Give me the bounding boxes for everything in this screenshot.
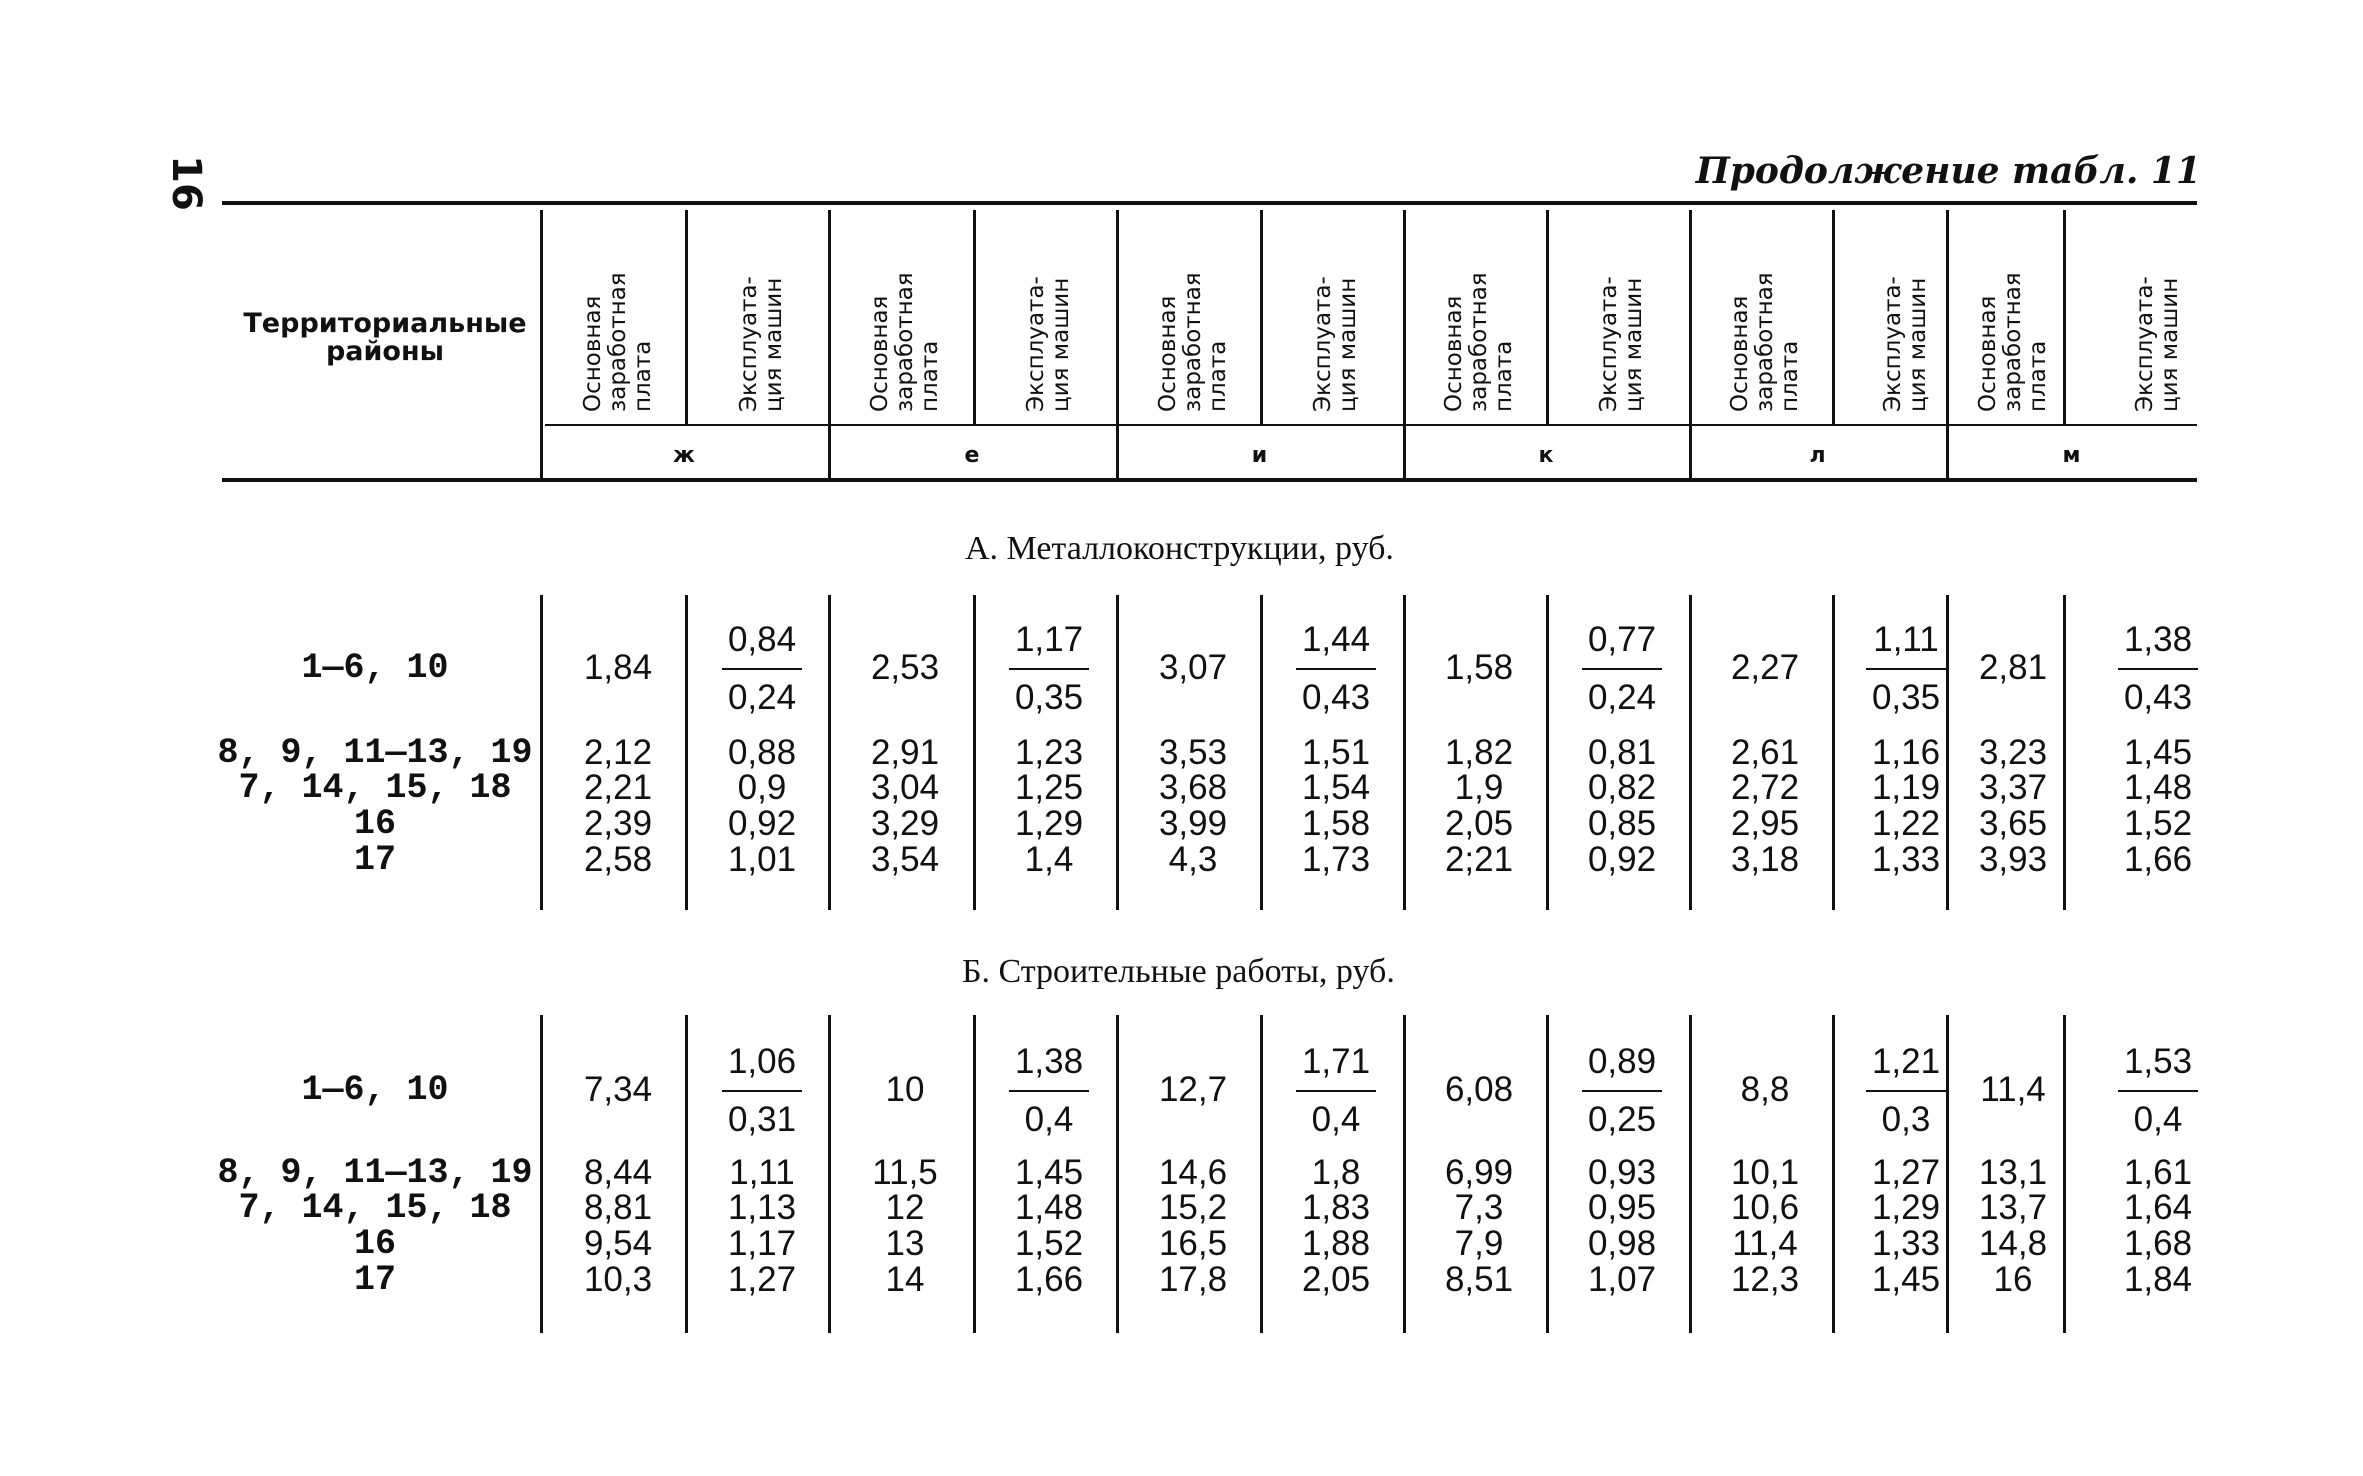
machine-operation-column-header: Эксплуата- ция машин [2132,276,2183,412]
table-cell: 13,7 [1978,1188,2048,1227]
fraction-numerator: 1,53 [2123,1042,2193,1081]
table-cell: 2,91 [870,733,940,772]
column-group-letter: и [1251,443,1268,468]
fraction-denominator: 0,25 [1587,1100,1657,1139]
body-column-divider [540,1015,543,1333]
table-cell: 10,6 [1730,1188,1800,1227]
column-group-letter: л [1809,443,1826,468]
fraction-bar [722,1090,802,1092]
table-cell: 3,37 [1978,768,2048,807]
fraction-denominator: 0,24 [1587,678,1657,717]
table-cell: 1,29 [1014,804,1084,843]
header-bottom-rule [222,478,2197,482]
table-cell: 1,33 [1871,1224,1941,1263]
fraction-cell [1271,1042,1401,1140]
table-cell: 2,72 [1730,768,1800,807]
body-column-divider [685,595,688,910]
fraction-denominator: 0,3 [1881,1100,1931,1139]
table-cell: 8,8 [1740,1070,1790,1109]
table-cell: 1,27 [727,1260,797,1299]
fraction-bar [1866,668,1946,670]
table-cell: 1,8 [1311,1153,1361,1192]
base-wage-column-header: Основная заработная плата [579,272,656,412]
table-cell: 1,66 [2123,840,2193,879]
table-cell: 1,01 [727,840,797,879]
base-wage-column-header: Основная заработная плата [866,272,943,412]
table-cell: 1,22 [1871,804,1941,843]
machine-operation-column-header: Эксплуата- ция машин [1023,276,1074,412]
table-cell: 12 [885,1188,925,1227]
table-row-territory: 8, 9, 11—13, 19 [217,1153,533,1193]
header-column-divider [1946,210,1949,478]
table-cell: 2,12 [583,733,653,772]
table-cell: 2;21 [1444,840,1514,879]
fraction-numerator: 1,06 [727,1042,797,1081]
table-cell: 1,88 [1301,1224,1371,1263]
table-cell: 1,84 [2123,1260,2193,1299]
fraction-cell [984,620,1114,718]
fraction-numerator: 1,71 [1301,1042,1371,1081]
fraction-denominator: 0,24 [727,678,797,717]
fraction-bar [1582,668,1662,670]
fraction-bar [722,668,802,670]
table-cell: 16,5 [1158,1224,1228,1263]
table-cell: 3,68 [1158,768,1228,807]
fraction-bar [2118,668,2198,670]
base-wage-column-header: Основная заработная плата [1726,272,1803,412]
fraction-cell [697,620,827,718]
page-number: 16 [162,155,209,211]
table-cell: 14,8 [1978,1224,2048,1263]
column-group-letter: е [964,443,980,468]
table-cell: 1,25 [1014,768,1084,807]
header-column-divider [828,210,831,478]
table-cell: 2,95 [1730,804,1800,843]
fraction-numerator: 1,38 [1014,1042,1084,1081]
fraction-cell [984,1042,1114,1140]
base-wage-column-header: Основная заработная плата [1974,272,2051,412]
table-cell: 0,81 [1587,733,1657,772]
header-column-divider [2063,210,2066,424]
table-cell: 13 [885,1224,925,1263]
table-cell: 12,7 [1158,1070,1228,1109]
table-cell: 1,07 [1587,1260,1657,1299]
table-cell: 10,3 [583,1260,653,1299]
table-cell: 3,29 [870,804,940,843]
table-row-territory: 17 [353,1260,396,1300]
fraction-cell [1557,1042,1687,1140]
table-cell: 0,95 [1587,1188,1657,1227]
table-cell: 2,58 [583,840,653,879]
body-column-divider [540,595,543,910]
table-cell: 8,81 [583,1188,653,1227]
body-column-divider [973,1015,976,1333]
body-column-divider [973,595,976,910]
section-title: Б. Строительные работы, руб. [962,953,1395,990]
body-column-divider [1403,1015,1406,1333]
table-row-territory: 7, 14, 15, 18 [238,768,512,808]
table-cell: 10 [885,1070,925,1109]
body-column-divider [1116,1015,1119,1333]
table-cell: 3,04 [870,768,940,807]
fraction-bar [1296,668,1376,670]
table-cell: 0,82 [1587,768,1657,807]
table-cell: 0,92 [1587,840,1657,879]
table-cell: 1,23 [1014,733,1084,772]
fraction-bar [1009,1090,1089,1092]
table-row-territory: 16 [353,1224,396,1264]
fraction-numerator: 1,11 [1873,620,1939,659]
territory-header: Территориальные районы [243,308,527,367]
table-cell: 1,29 [1871,1188,1941,1227]
table-cell: 3,54 [870,840,940,879]
table-cell: 4,3 [1168,840,1218,879]
table-cell: 11,4 [1980,1070,2046,1109]
body-column-divider [1260,595,1263,910]
table-cell: 1,4 [1024,840,1074,879]
table-cell: 8,51 [1444,1260,1514,1299]
fraction-numerator: 0,84 [727,620,797,659]
table-cell: 1,19 [1871,768,1941,807]
table-cell: 2,05 [1301,1260,1371,1299]
table-cell: 2,53 [870,648,940,687]
table-cell: 8,44 [583,1153,653,1192]
table-cell: 1,51 [1301,733,1371,772]
body-column-divider [1260,1015,1263,1333]
machine-operation-column-header: Эксплуата- ция машин [1596,276,1647,412]
table-cell: 1,48 [2123,768,2193,807]
header-column-divider [685,210,688,424]
table-cell: 14 [885,1260,925,1299]
table-cell: 13,1 [1978,1153,2048,1192]
column-group-letter: ж [673,443,695,468]
table-cell: 0,88 [727,733,797,772]
table-cell: 1,45 [1871,1260,1941,1299]
fraction-denominator: 0,31 [727,1100,797,1139]
body-column-divider [1689,1015,1692,1333]
body-column-divider [685,1015,688,1333]
body-column-divider [828,595,831,910]
table-cell: 3,53 [1158,733,1228,772]
fraction-cell [1271,620,1401,718]
table-cell: 12,3 [1730,1260,1800,1299]
letter-rule [545,424,2197,426]
table-cell: 1,73 [1301,840,1371,879]
table-cell: 1,33 [1871,840,1941,879]
table-cell: 3,99 [1158,804,1228,843]
table-cell: 14,6 [1158,1153,1228,1192]
body-column-divider [1546,1015,1549,1333]
table-cell: 0,92 [727,804,797,843]
table-cell: 1,58 [1301,804,1371,843]
table-cell: 1,11 [729,1153,795,1192]
table-cell: 0,93 [1587,1153,1657,1192]
table-cell: 2,39 [583,804,653,843]
column-group-letter: к [1538,443,1554,468]
fraction-numerator: 0,77 [1587,620,1657,659]
machine-operation-column-header: Эксплуата- ция машин [1310,276,1361,412]
body-column-divider [1116,595,1119,910]
machine-operation-column-header: Эксплуата- ция машин [1880,276,1931,412]
table-cell: 1,52 [2123,804,2193,843]
header-column-divider [1116,210,1119,478]
header-column-divider [973,210,976,424]
body-column-divider [1546,595,1549,910]
table-cell: 7,9 [1454,1224,1504,1263]
table-cell: 6,99 [1444,1153,1514,1192]
header-column-divider [1546,210,1549,424]
table-row-territory: 17 [353,840,396,880]
fraction-numerator: 1,38 [2123,620,2193,659]
table-cell: 6,08 [1444,1070,1514,1109]
table-cell: 1,68 [2123,1224,2193,1263]
table-cell: 17,8 [1158,1260,1228,1299]
table-cell: 11,4 [1732,1224,1798,1263]
table-cell: 0,9 [737,768,787,807]
table-row-territory: 16 [353,804,396,844]
fraction-bar [2118,1090,2198,1092]
table-cell: 7,34 [583,1070,653,1109]
table-row-territory: 7, 14, 15, 18 [238,1188,512,1228]
table-cell: 3,23 [1978,733,2048,772]
fraction-numerator: 0,89 [1587,1042,1657,1081]
header-column-divider [1403,210,1406,478]
fraction-denominator: 0,35 [1871,678,1941,717]
fraction-bar [1582,1090,1662,1092]
table-cell: 3,07 [1158,648,1228,687]
table-cell: 1,66 [1014,1260,1084,1299]
table-cell: 1,16 [1871,733,1941,772]
base-wage-column-header: Основная заработная плата [1154,272,1231,412]
fraction-denominator: 0,4 [1024,1100,1074,1139]
table-cell: 0,85 [1587,804,1657,843]
table-cell: 3,65 [1978,804,2048,843]
table-cell: 1,45 [1014,1153,1084,1192]
table-cell: 1,54 [1301,768,1371,807]
fraction-denominator: 0,4 [2133,1100,2183,1139]
table-cell: 1,17 [727,1224,797,1263]
machine-operation-column-header: Эксплуата- ция машин [736,276,787,412]
fraction-numerator: 1,21 [1871,1042,1941,1081]
table-cell: 2,61 [1730,733,1800,772]
table-cell: 1,13 [727,1188,797,1227]
table-cell: 1,27 [1871,1153,1941,1192]
table-cell: 2,21 [583,768,653,807]
table-cell: 15,2 [1158,1188,1228,1227]
body-column-divider [1689,595,1692,910]
table-cell: 2,05 [1444,804,1514,843]
base-wage-column-header: Основная заработная плата [1440,272,1517,412]
table-cell: 1,83 [1301,1188,1371,1227]
table-cell: 3,93 [1978,840,2048,879]
table-cell: 1,48 [1014,1188,1084,1227]
table-cell: 0,98 [1587,1224,1657,1263]
table-row-territory: 1—6, 10 [301,648,449,688]
body-column-divider [828,1015,831,1333]
header-column-divider [540,210,543,478]
fraction-denominator: 0,43 [1301,678,1371,717]
header-column-divider [1260,210,1263,424]
fraction-denominator: 0,35 [1014,678,1084,717]
table-cell: 1,58 [1444,648,1514,687]
fraction-numerator: 1,44 [1301,620,1371,659]
fraction-cell [1557,620,1687,718]
table-cell: 11,5 [872,1153,938,1192]
table-cell: 1,9 [1454,768,1504,807]
table-cell: 1,84 [583,648,653,687]
table-cell: 9,54 [583,1224,653,1263]
table-cell: 3,18 [1730,840,1800,879]
table-cell: 10,1 [1730,1153,1800,1192]
table-cell: 2,27 [1730,648,1800,687]
header-column-divider [1689,210,1692,478]
section-title: А. Металлоконструкции, руб. [965,530,1394,567]
table-cell: 1,64 [2123,1188,2193,1227]
fraction-bar [1866,1090,1946,1092]
fraction-denominator: 0,4 [1311,1100,1361,1139]
fraction-cell [697,1042,827,1140]
header-top-rule [222,201,2197,205]
fraction-bar [1009,668,1089,670]
column-group-letter: м [2062,443,2081,468]
fraction-cell [2093,620,2223,718]
header-column-divider [1832,210,1835,424]
body-column-divider [1832,1015,1835,1333]
table-cell: 1,82 [1444,733,1514,772]
body-column-divider [1403,595,1406,910]
table-continuation-caption: Продолжение табл. 11 [1695,150,2201,192]
table-cell: 1,61 [2123,1153,2193,1192]
table-cell: 16 [1993,1260,2033,1299]
table-cell: 7,3 [1454,1188,1504,1227]
table-row-territory: 1—6, 10 [301,1070,449,1110]
fraction-bar [1296,1090,1376,1092]
table-cell: 2,81 [1978,648,2048,687]
fraction-cell [2093,1042,2223,1140]
fraction-numerator: 1,17 [1014,620,1084,659]
table-row-territory: 8, 9, 11—13, 19 [217,733,533,773]
fraction-denominator: 0,43 [2123,678,2193,717]
table-cell: 1,52 [1014,1224,1084,1263]
table-cell: 1,45 [2123,733,2193,772]
body-column-divider [1832,595,1835,910]
